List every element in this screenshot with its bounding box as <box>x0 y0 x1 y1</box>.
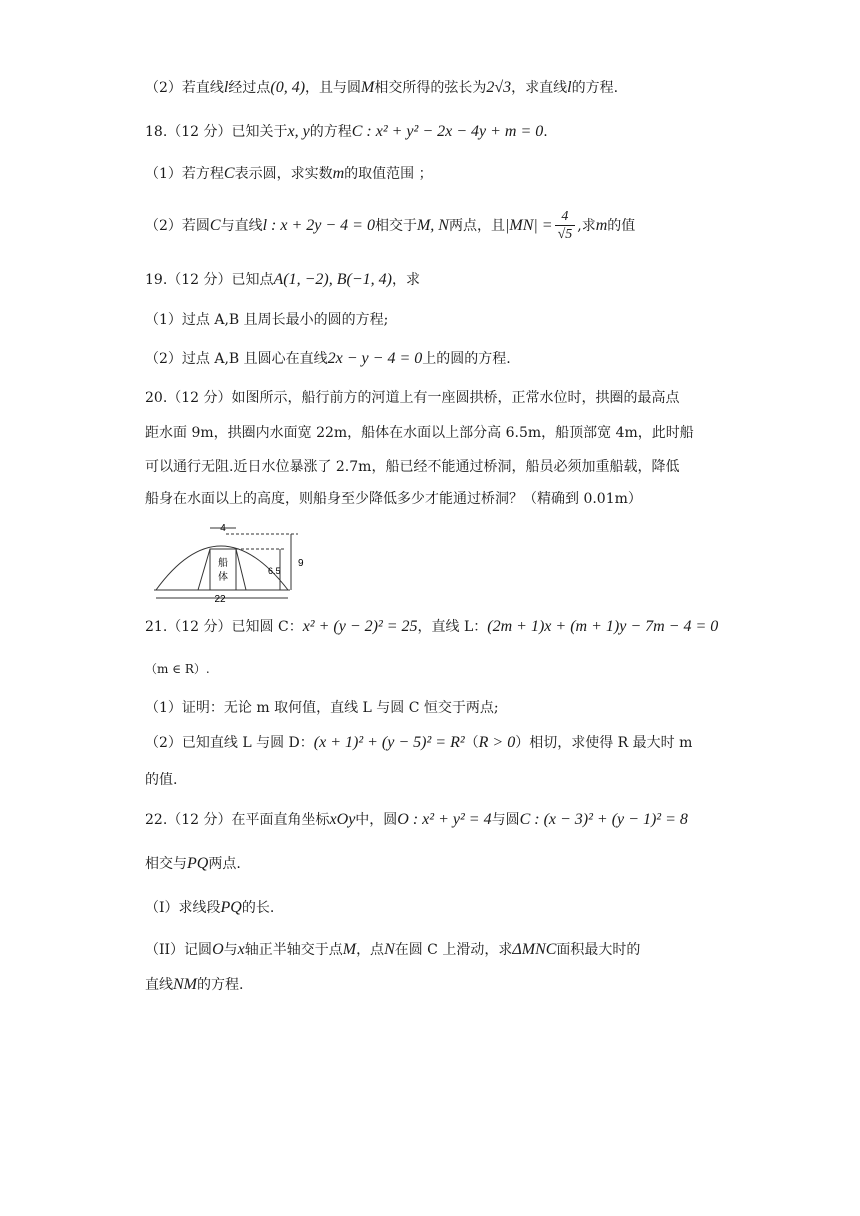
text: 两点. <box>208 856 241 872</box>
text: 的值. <box>145 772 178 788</box>
text: 的长. <box>241 900 275 916</box>
text: 与直线 <box>220 218 263 234</box>
text: 与圆 <box>491 812 520 828</box>
boat-cabin <box>210 549 236 590</box>
text: （2）已知直线 L 与圆 D： <box>145 735 314 751</box>
q22-header <box>145 810 688 830</box>
text: （2）若直线 <box>145 80 224 96</box>
math-N: N <box>384 941 395 958</box>
text: 19.（12 分）已知点 <box>145 272 274 288</box>
q22-part2-cont <box>145 975 243 995</box>
q21-header <box>145 617 718 637</box>
text: （I）求线段 <box>145 900 221 916</box>
q19-part1 <box>145 310 388 330</box>
math-PQ: PQ <box>220 899 242 916</box>
math-point: (0, 4) <box>270 79 306 96</box>
label-base: 22 <box>214 594 226 602</box>
q20-line2 <box>145 423 694 443</box>
math-line: (2m + 1)x + (m + 1)y − 7m − 4 = 0 <box>487 618 719 635</box>
math-line: l : x + 2y − 4 = 0 <box>262 217 375 234</box>
math-equation: C : x² + y² − 2x − 4y + m = 0 <box>351 123 544 140</box>
math-vars: x, y <box>287 123 310 140</box>
text: ，点 <box>356 942 385 958</box>
text: ，求直线 <box>511 80 568 96</box>
text: 两点，且 <box>448 218 505 234</box>
q21-condition <box>145 659 210 679</box>
text: 的取值范围 ； <box>344 166 433 182</box>
math-O: O <box>212 941 224 958</box>
math-triangle: ΔMNC <box>512 941 557 958</box>
text: 中，圆 <box>355 812 398 828</box>
q21-part2-cont <box>145 770 177 790</box>
math-M: M <box>342 941 357 958</box>
text: （1）过点 A,B 且周长最小的圆的方程; <box>145 312 389 328</box>
math-points: A(1, −2), B(−1, 4) <box>273 271 392 288</box>
text: ,求 <box>577 218 596 234</box>
math-circleO: O : x² + y² = 4 <box>397 811 492 828</box>
text: 船身在水面以上的高度，则船身至少降低多少才能通过桥洞？（精确到 0.01m） <box>145 491 642 507</box>
q20-line4 <box>145 489 642 509</box>
text: 21.（12 分）已知圆 C： <box>145 619 303 635</box>
text: . <box>543 124 548 140</box>
text: 18.（12 分）已知关于 <box>145 124 288 140</box>
q21-part1 <box>145 698 499 718</box>
text: ）相切，求使得 R 最大时 m <box>515 735 693 751</box>
text: （1）证明：无论 m 取何值，直线 L 与圆 C 恒交于两点; <box>145 700 499 716</box>
math-C: C <box>209 217 221 234</box>
label-boat-2: 体 <box>218 572 228 583</box>
text: 可以通行无阻.近日水位暴涨了 2.7m，船已经不能通过桥洞，船员必须加重船载，降低 <box>145 459 680 475</box>
text: 相交于 <box>374 218 417 234</box>
text: 距水面 9m，拱圈内水面宽 22m，船体在水面以上部分高 6.5m，船顶部宽 4m，此时船 <box>145 425 694 441</box>
text: 相交与 <box>145 856 187 872</box>
fraction <box>555 209 576 244</box>
q18-part2 <box>145 208 635 244</box>
text: 面积最大时的 <box>556 942 641 958</box>
text: （2）若圆 <box>145 218 210 234</box>
q21-part2 <box>145 733 692 753</box>
text: （ <box>464 735 479 751</box>
text: 22.（12 分）在平面直角坐标 <box>145 812 330 828</box>
text: 的方程 <box>309 124 352 140</box>
math-M: M <box>361 79 375 96</box>
math-m: m <box>595 217 608 234</box>
text: 表示圆，求实数 <box>234 166 333 182</box>
arch-bridge-figure <box>148 522 318 602</box>
text: ，求 <box>391 272 420 288</box>
math-Rcond: R > 0 <box>478 734 516 751</box>
math-absMN: |MN| = <box>504 217 553 234</box>
text: （m ∈ R）. <box>145 662 210 676</box>
math-PQ: PQ <box>187 855 209 872</box>
q22-line2 <box>145 854 241 874</box>
q22-part1 <box>145 898 274 918</box>
text: （1）若方程 <box>145 166 224 182</box>
math-C: C <box>223 165 235 182</box>
q20-line1 <box>145 388 680 408</box>
label-height: 9 <box>298 558 304 569</box>
text: 经过点 <box>228 80 271 96</box>
math-NM: NM <box>173 976 197 993</box>
text: 上的圆的方程. <box>422 351 511 367</box>
text: 与 <box>223 942 238 958</box>
label-top-width: 4 <box>220 523 226 534</box>
math-line: 2x − y − 4 = 0 <box>327 350 423 367</box>
q19-part2 <box>145 349 511 369</box>
text: 的值 <box>607 218 636 234</box>
math-xOy: xOy <box>329 811 356 828</box>
text: （II）记圆 <box>145 942 213 958</box>
text: 直线 <box>145 977 173 993</box>
math-circleC: C : (x − 3)² + (y − 1)² = 8 <box>519 811 688 828</box>
fraction-numerator: 4 <box>555 209 576 226</box>
q19-header <box>145 270 420 290</box>
fraction-denominator: √5 <box>557 226 573 242</box>
text: 20.（12 分）如图所示，船行前方的河道上有一座圆拱桥，正常水位时，拱圈的最高点 <box>145 390 680 406</box>
math-l: l <box>223 79 229 96</box>
math-circleD: (x + 1)² + (y − 5)² = R² <box>313 734 465 751</box>
text: 相交所得的弦长为 <box>374 80 487 96</box>
math-MN: M, N <box>416 217 449 234</box>
math-l: l <box>567 79 572 96</box>
math-circle: x² + (y − 2)² = 25 <box>302 618 418 635</box>
boat <box>198 549 246 590</box>
q17-part2 <box>145 78 618 98</box>
math-m: m <box>332 165 345 182</box>
q18-header <box>145 122 548 142</box>
text: 在圆 C 上滑动，求 <box>394 942 513 958</box>
text: （2）过点 A,B 且圆心在直线 <box>145 351 328 367</box>
q20-line3 <box>145 457 679 477</box>
q22-part2 <box>145 940 640 960</box>
text: ，直线 L： <box>417 619 488 635</box>
math-x: x <box>237 941 245 958</box>
math-chord: 2√3 <box>486 79 512 96</box>
text: 的方程. <box>197 977 244 993</box>
label-boat-1: 船 <box>218 558 228 569</box>
text: 轴正半轴交于点 <box>244 942 343 958</box>
q18-part1 <box>145 164 433 184</box>
text: 的方程. <box>571 80 619 96</box>
label-boat-height: 6.5 <box>268 566 281 576</box>
text: ，且与圆 <box>305 80 362 96</box>
